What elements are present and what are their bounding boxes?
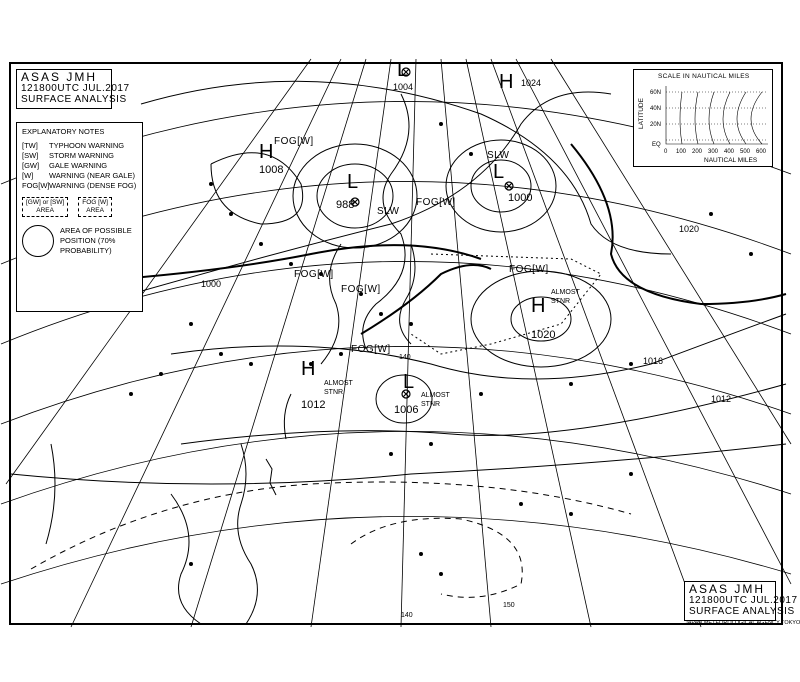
notes-text: GALE WARNING xyxy=(49,161,108,170)
title-line-3: SURFACE ANALYSIS xyxy=(689,606,795,617)
scale-ylabel: LATITUDE xyxy=(637,98,645,129)
longitude-label: 150 xyxy=(503,602,515,609)
high-letter: H xyxy=(259,141,274,163)
scale-x-tick: 300 xyxy=(708,149,719,155)
title-line-1: ASAS JMH xyxy=(21,70,98,84)
notes-heading: EXPLANATORY NOTES xyxy=(22,127,105,136)
notes-row xyxy=(22,171,137,181)
scale-x-tick: 600 xyxy=(756,149,767,155)
gale-storm-area-label: [GW] or [SW] xyxy=(26,199,65,206)
title-line-3: SURFACE ANALYSIS xyxy=(21,94,127,105)
high-1008-value: 1008 xyxy=(259,164,284,176)
fog-area-box xyxy=(78,197,112,217)
notes-code: [GW] xyxy=(22,161,40,170)
warning-label: FOG[W] xyxy=(351,344,391,355)
warning-label: FOG[W] xyxy=(274,136,314,147)
low-1006-note: ALMOST STNR xyxy=(421,392,450,408)
low-letter: L xyxy=(403,371,415,393)
area-legend xyxy=(22,197,137,217)
longitude-label: 140 xyxy=(399,354,411,361)
scale-x-tick: 400 xyxy=(724,149,735,155)
title-line-2: 121800UTC JUL.2017 xyxy=(21,83,130,94)
notes-row xyxy=(22,161,137,171)
notes-row xyxy=(22,181,137,191)
station-dots xyxy=(129,122,753,576)
high-1020-note: ALMOST STNR xyxy=(551,289,580,305)
scale-x-tick: 0 xyxy=(664,149,668,155)
fog-area-sub: AREA xyxy=(86,207,104,214)
longitude-label: 140 xyxy=(401,612,413,619)
low-988-value: 988 xyxy=(336,199,355,211)
scale-title: SCALE IN NAUTICAL MILES xyxy=(658,73,750,80)
warning-label: FOG[W] xyxy=(416,197,456,208)
probability-text: AREA OF POSSIBLE POSITION (70% PROBABILITY) xyxy=(60,226,132,255)
notes-row xyxy=(22,151,137,161)
gale-storm-area-sub: AREA xyxy=(36,207,54,214)
low-letter: L xyxy=(347,171,359,193)
notes-text: TYPHOON WARNING xyxy=(49,141,125,150)
high-letter: H xyxy=(531,295,546,317)
low-letter: L xyxy=(397,59,409,81)
low-1006-value: 1006 xyxy=(394,404,419,416)
weather-map xyxy=(9,59,800,626)
warning-label: SLW xyxy=(377,206,400,217)
explanatory-notes xyxy=(16,122,143,312)
isobar-label: 1020 xyxy=(679,224,700,234)
dashed-isobars xyxy=(31,482,631,597)
isobar-label: 1000 xyxy=(201,279,222,289)
notes-text: STORM WARNING xyxy=(49,151,114,160)
scale-y-tick: EQ xyxy=(652,142,661,148)
high-letter: H xyxy=(499,71,514,93)
notes-row xyxy=(22,141,137,151)
title-line-1: ASAS JMH xyxy=(689,582,766,596)
high-1012-value: 1012 xyxy=(301,399,326,411)
agency-label: JAPAN METEOROLOGICAL AGENCY TOKYO xyxy=(685,620,800,626)
title-line-2: 121800UTC JUL.2017 xyxy=(689,595,798,606)
title-box-top-left xyxy=(16,69,130,109)
notes-text: WARNING (NEAR GALE) xyxy=(49,171,135,180)
scale-y-tick: 40N xyxy=(650,106,662,112)
notes-code: [W] xyxy=(22,171,34,180)
isobar-label: 1016 xyxy=(643,356,664,366)
isobar-label: 1012 xyxy=(711,394,732,404)
notes-code: [SW] xyxy=(22,151,39,160)
notes-text: WARNING (DENSE FOG) xyxy=(49,181,137,190)
warning-label: FOG[W] xyxy=(509,264,549,275)
scale-box xyxy=(633,69,773,167)
warning-label: FOG[W] xyxy=(341,284,381,295)
notes-code: FOG[W] xyxy=(22,181,50,190)
warning-label: FOG[W] xyxy=(294,269,334,280)
scale-graph xyxy=(634,70,774,168)
scale-y-tick: 20N xyxy=(650,122,662,128)
scale-x-tick: 500 xyxy=(740,149,751,155)
high-1024-value: 1024 xyxy=(521,78,542,88)
low-letter: L xyxy=(493,161,505,183)
high-1012-note: ALMOST STNR xyxy=(324,380,353,396)
probability-legend xyxy=(22,225,137,257)
low-1004-value: 1004 xyxy=(393,82,414,92)
title-box-bottom-right xyxy=(684,581,798,621)
notes-code: [TW] xyxy=(22,141,38,150)
low-1000-value: 1000 xyxy=(508,192,533,204)
probability-circle-icon xyxy=(22,225,54,257)
high-1020-value: 1020 xyxy=(531,329,556,341)
gale-storm-area-box xyxy=(22,197,68,217)
warning-label: SLW xyxy=(487,150,510,161)
scale-x-tick: 100 xyxy=(676,149,687,155)
scale-xlabel: NAUTICAL MILES xyxy=(704,157,758,164)
scale-y-tick: 60N xyxy=(650,90,662,96)
fog-area-label: FOG [W] xyxy=(82,199,108,206)
high-letter: H xyxy=(301,358,316,380)
scale-x-tick: 200 xyxy=(692,149,703,155)
